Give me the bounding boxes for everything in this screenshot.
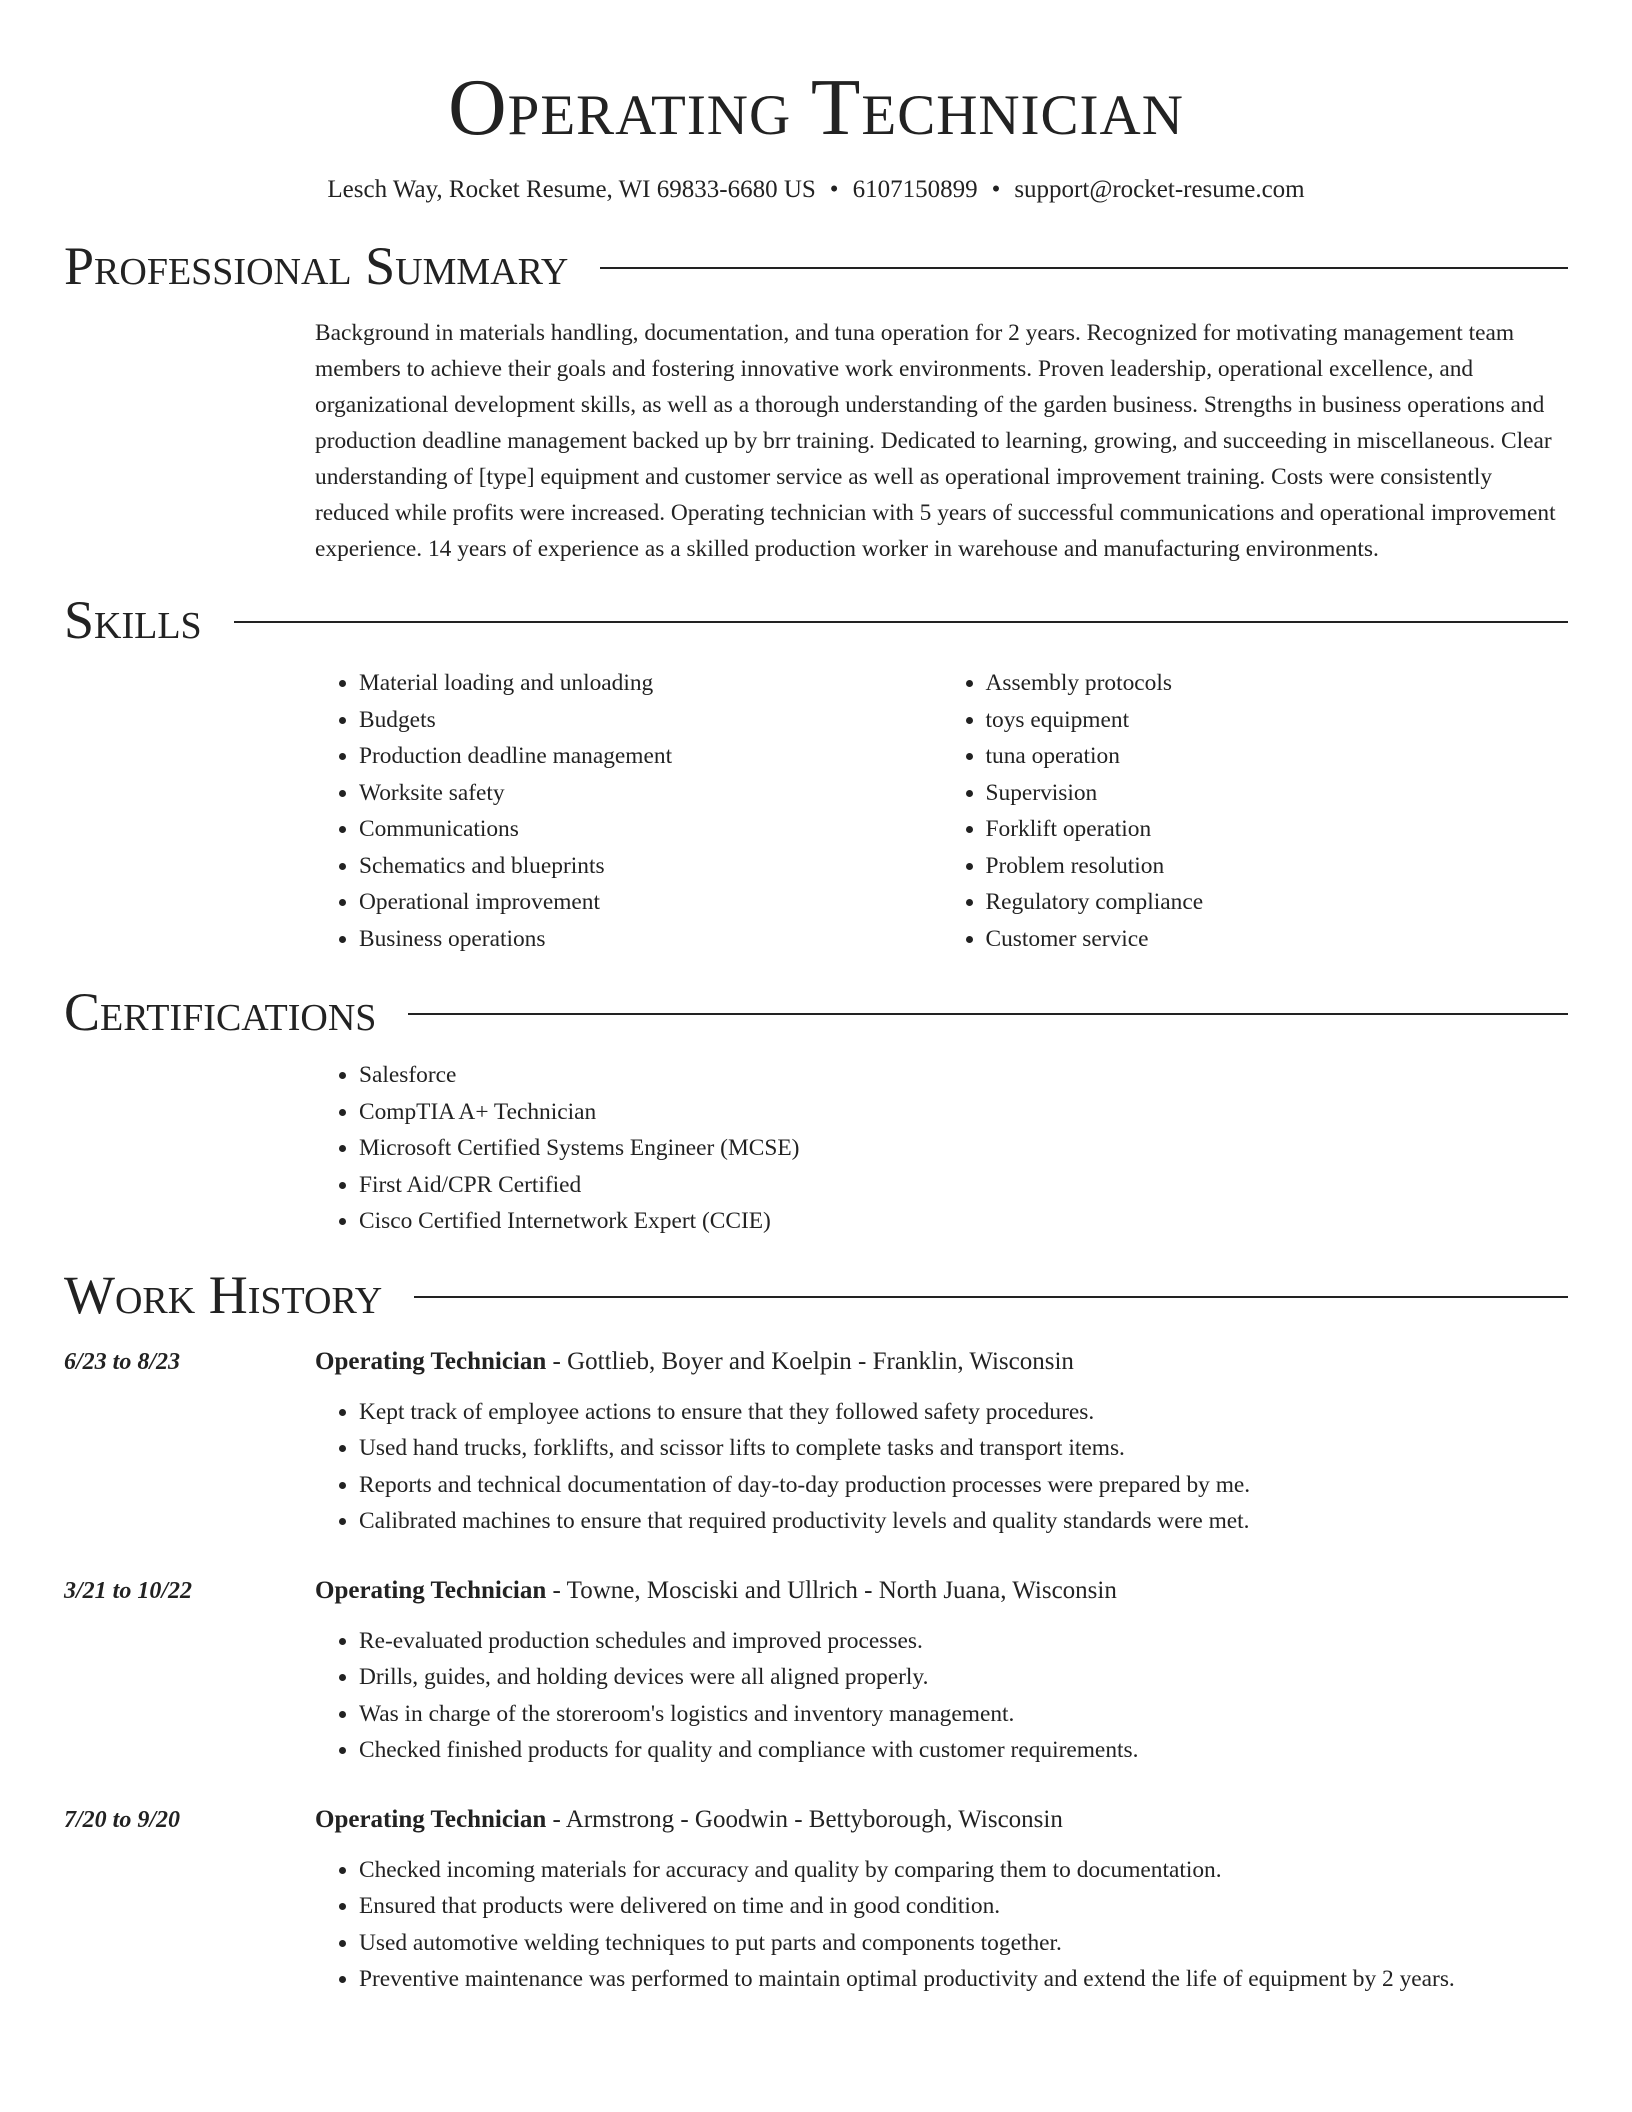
job-duty: • Checked finished products for quality and compliance with customer requirements. — [359, 1732, 1568, 1769]
summary-section-title: Professional Summary — [64, 236, 569, 296]
job-employer: - Towne, Mosciski and Ullrich - North Juana, Wisconsin — [546, 1576, 1117, 1604]
job-role: Operating Technician — [315, 1805, 547, 1833]
contact-email: support@rocket-resume.com — [1014, 176, 1305, 203]
contact-phone: 6107150899 — [852, 176, 978, 203]
job-entry — [64, 1802, 1568, 1998]
summary-content — [315, 315, 1568, 567]
section-divider — [414, 1296, 1568, 1298]
job-duty: • Reports and technical documentation of day-to-day production processes were prepared by me. — [359, 1467, 1568, 1504]
section-divider — [600, 267, 1568, 269]
skill-item: • Communications — [359, 811, 942, 848]
job-body — [315, 1573, 1568, 1769]
contact-address: Lesch Way, Rocket Resume, WI 69833-6680 US — [327, 176, 816, 203]
job-dates: 3/21 to 10/22 — [64, 1577, 193, 1604]
certifications-list — [315, 1057, 1568, 1240]
certification-item: • Cisco Certified Internetwork Expert (CCIE) — [359, 1203, 1568, 1240]
job-duty: • Was in charge of the storeroom's logistics and inventory management. — [359, 1696, 1568, 1733]
certifications-section-header — [64, 981, 1568, 1043]
skills-list-right — [942, 665, 1569, 957]
job-duty: • Used hand trucks, forklifts, and scissor lifts to complete tasks and transport items. — [359, 1430, 1568, 1467]
certification-item: • Salesforce — [359, 1057, 1568, 1094]
job-duties — [315, 1394, 1568, 1540]
resume-page — [64, 0, 1568, 1998]
job-duties — [315, 1623, 1568, 1769]
contact-separator: • — [991, 176, 1001, 203]
certification-item: • Microsoft Certified Systems Engineer (MCSE) — [359, 1130, 1568, 1167]
skill-item: • Customer service — [986, 921, 1569, 958]
skill-item: • Problem resolution — [986, 848, 1569, 885]
skill-item: • Supervision — [986, 775, 1569, 812]
contact-separator: • — [829, 176, 839, 203]
job-dates: 7/20 to 9/20 — [64, 1806, 181, 1833]
skill-item: • Material loading and unloading — [359, 665, 942, 702]
job-duties — [315, 1852, 1568, 1998]
job-duty: • Used automotive welding techniques to put parts and components together. — [359, 1925, 1568, 1962]
job-duty: • Calibrated machines to ensure that required productivity levels and quality standards were met. — [359, 1503, 1568, 1540]
skills-section-header — [64, 589, 1568, 651]
work-history-section-title: Work History — [64, 1264, 383, 1325]
skill-item: • Regulatory compliance — [986, 884, 1569, 921]
job-duty: • Preventive maintenance was performed to maintain optimal productivity and extend the life of equipment by 2 years. — [359, 1961, 1568, 1998]
certifications-section-title: Certifications — [64, 982, 377, 1042]
skill-item: • Assembly protocols — [986, 665, 1569, 702]
job-duty: • Re-evaluated production schedules and improved processes. — [359, 1623, 1568, 1660]
skill-item: • Budgets — [359, 702, 942, 739]
skill-item: • toys equipment — [986, 702, 1569, 739]
certifications-content — [315, 1057, 1568, 1240]
job-duty: • Kept track of employee actions to ensure that they followed safety procedures. — [359, 1394, 1568, 1431]
job-duty: • Ensured that products were delivered on time and in good condition. — [359, 1888, 1568, 1925]
job-heading — [315, 1344, 1568, 1380]
job-role: Operating Technician — [315, 1347, 547, 1375]
skills-grid — [315, 665, 1568, 957]
skill-item: • Production deadline management — [359, 738, 942, 775]
skills-list-left — [315, 665, 942, 957]
skill-item: • tuna operation — [986, 738, 1569, 775]
job-heading — [315, 1802, 1568, 1838]
job-duty: • Drills, guides, and holding devices were all aligned properly. — [359, 1659, 1568, 1696]
skill-item: • Schematics and blueprints — [359, 848, 942, 885]
summary-text: Background in materials handling, documentation, and tuna operation for 2 years. Recognized for motivating management team members to achieve their goals and fostering innovative work environments. Proven leadership, operational excellence, and organizational development skills, as well as a thorough understanding of the garden business. Strengths in business operations and production deadline management backed up by brr training. Dedicated to learning, growing, and succeeding in miscellaneous. Clear understanding of [type] equipment and customer service as well as operational improvement training. Costs were consistently reduced while profits were increased. Operating technician with 5 years of successful communications and operational improvement experience. 14 years of experience as a skilled production worker in warehouse and manufacturing environments. — [315, 320, 1556, 562]
job-heading — [315, 1573, 1568, 1609]
work-history-section-header — [64, 1264, 1568, 1326]
job-employer: - Gottlieb, Boyer and Koelpin - Franklin, Wisconsin — [546, 1347, 1074, 1375]
job-dates: 6/23 to 8/23 — [64, 1348, 181, 1375]
skill-item: • Worksite safety — [359, 775, 942, 812]
summary-section-header — [64, 235, 1568, 297]
certification-item: • CompTIA A+ Technician — [359, 1094, 1568, 1131]
skill-item: • Forklift operation — [986, 811, 1569, 848]
section-divider — [408, 1013, 1568, 1015]
job-role: Operating Technician — [315, 1576, 547, 1604]
job-entry — [64, 1573, 1568, 1769]
job-body — [315, 1802, 1568, 1998]
job-employer: - Armstrong - Goodwin - Bettyborough, Wisconsin — [546, 1805, 1063, 1833]
skills-content — [315, 665, 1568, 957]
skill-item: • Operational improvement — [359, 884, 942, 921]
candidate-name: Operating Technician — [448, 62, 1184, 152]
certification-item: • First Aid/CPR Certified — [359, 1167, 1568, 1204]
job-entry — [64, 1344, 1568, 1540]
contact-line — [64, 173, 1568, 207]
section-divider — [234, 621, 1568, 623]
job-duty: • Checked incoming materials for accuracy and quality by comparing them to documentation. — [359, 1852, 1568, 1889]
job-body — [315, 1344, 1568, 1540]
skill-item: • Business operations — [359, 921, 942, 958]
skills-section-title: Skills — [64, 590, 202, 650]
